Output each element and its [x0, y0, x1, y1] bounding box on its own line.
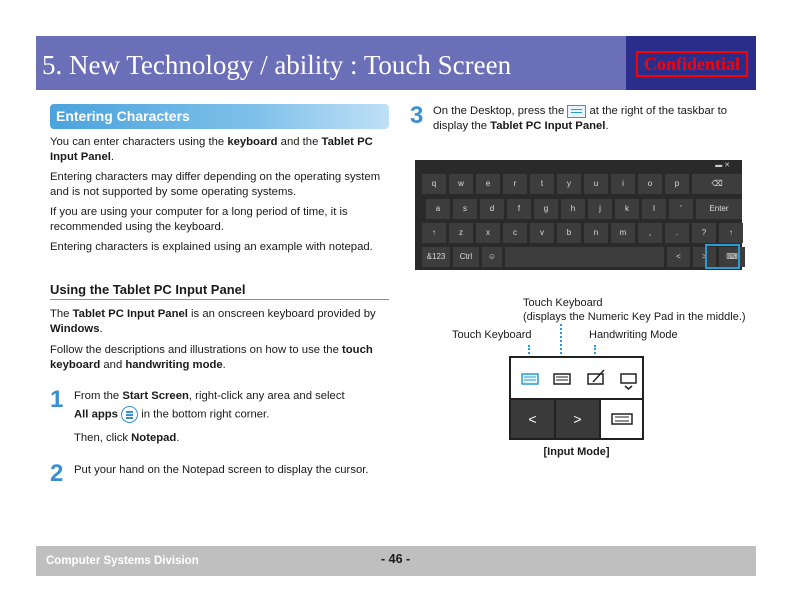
keyboard-key[interactable]: c: [503, 223, 527, 243]
keyboard-key[interactable]: <: [667, 247, 690, 267]
intro-paragraph-3: If you are using your computer for a long period of time, it is recommended using the keyboard.: [50, 206, 348, 233]
keyboard-key[interactable]: w: [449, 174, 473, 194]
keyboard-key[interactable]: o: [638, 174, 662, 194]
section-title-bar: [50, 104, 389, 129]
keyboard-key[interactable]: Ctrl: [453, 247, 479, 267]
keyboard-key[interactable]: >: [693, 247, 716, 267]
input-mode-options: [511, 358, 642, 398]
keyboard-key[interactable]: u: [584, 174, 608, 194]
keyboard-key[interactable]: i: [611, 174, 635, 194]
cursor-left-key[interactable]: <: [511, 400, 554, 438]
page-title: 5. New Technology / ability : Touch Screen: [42, 50, 512, 80]
step-1-number: 1: [50, 386, 64, 413]
keyboard-key[interactable]: r: [503, 174, 527, 194]
keyboard-key[interactable]: &123: [422, 247, 450, 267]
numeric-keyboard-mode-icon[interactable]: [554, 374, 570, 384]
keyboard-key[interactable]: d: [480, 199, 504, 219]
input-mode-panel: [509, 356, 644, 440]
keyboard-key[interactable]: p: [665, 174, 689, 194]
step-1-line-1: From the Start Screen, right-click any area and select: [74, 390, 345, 402]
keyboard-key[interactable]: ': [669, 199, 693, 219]
subheading: Using the Tablet PC Input Panel: [50, 282, 389, 300]
step-1-line-3: Then, click Notepad.: [74, 432, 180, 444]
intro-paragraph-4: Entering characters is explained using an example with notepad.: [50, 241, 373, 253]
keyboard-key[interactable]: .: [665, 223, 689, 243]
keyboard-key[interactable]: l: [642, 199, 666, 219]
dock-mode-icon[interactable]: [621, 374, 636, 389]
sub-paragraph-1: The Tablet PC Input Panel is an onscreen keyboard provided by Windows.: [50, 308, 376, 335]
keyboard-key[interactable]: b: [557, 223, 581, 243]
keyboard-key[interactable]: s: [453, 199, 477, 219]
footer-division: Computer Systems Division: [46, 555, 199, 567]
section-title: Entering Characters: [56, 108, 190, 124]
keyboard-key[interactable]: ⌫: [692, 174, 742, 194]
keyboard-key[interactable]: h: [561, 199, 585, 219]
keyboard-key[interactable]: ↑: [719, 223, 743, 243]
keyboard-key[interactable]: a: [426, 199, 450, 219]
keyboard-key[interactable]: n: [584, 223, 608, 243]
keyboard-key[interactable]: y: [557, 174, 581, 194]
keyboard-key[interactable]: ,: [638, 223, 662, 243]
keyboard-key[interactable]: x: [476, 223, 500, 243]
callout-numeric-keyboard-note: (displays the Numeric Key Pad in the middle.): [523, 311, 746, 323]
keyboard-key[interactable]: v: [530, 223, 554, 243]
step-2-text: Put your hand on the Notepad screen to display the cursor.: [74, 464, 369, 476]
keyboard-key[interactable]: ↑: [422, 223, 446, 243]
page-number: - 46 -: [381, 552, 411, 566]
footer-bar: [36, 546, 756, 576]
step-3-number: 3: [410, 102, 424, 129]
callout-handwriting-mode: Handwriting Mode: [589, 329, 678, 341]
callout-touch-keyboard: Touch Keyboard: [452, 329, 532, 341]
keyboard-key[interactable]: e: [476, 174, 500, 194]
keyboard-key[interactable]: Enter: [696, 199, 742, 219]
keyboard-key[interactable]: z: [449, 223, 473, 243]
keyboard-key[interactable]: ?: [692, 223, 716, 243]
keyboard-key[interactable]: f: [507, 199, 531, 219]
header-bar: [36, 36, 756, 90]
step-3-line-2: display the Tablet PC Input Panel.: [433, 120, 609, 132]
touch-keyboard-icon: [567, 105, 586, 118]
step-1-line-2: All apps in the bottom right corner.: [74, 406, 394, 423]
keyboard-key[interactable]: g: [534, 199, 558, 219]
keyboard-key[interactable]: m: [611, 223, 635, 243]
intro-paragraph-1: You can enter characters using the keyboard and the Tablet PC Input Panel.: [50, 136, 373, 163]
keyboard-key[interactable]: k: [615, 199, 639, 219]
step-2-number: 2: [50, 460, 64, 487]
handwriting-mode-icon[interactable]: [588, 370, 604, 384]
callout-numeric-keyboard: Touch Keyboard: [523, 297, 603, 309]
confidential-panel: [626, 36, 756, 90]
keyboard-key[interactable]: q: [422, 174, 446, 194]
touch-keyboard-mode-icon[interactable]: [522, 374, 538, 384]
keyboard-key[interactable]: j: [588, 199, 612, 219]
input-mode-caption: [Input Mode]: [543, 446, 610, 458]
keyboard-window-controls: ▬ ✕: [715, 162, 730, 169]
keyboard-spacebar[interactable]: [505, 247, 664, 267]
intro-paragraph-2: Entering characters may differ depending on the operating system and is not supported by some operating systems.: [50, 171, 381, 198]
cursor-right-key[interactable]: >: [556, 400, 599, 438]
confidential-stamp: Confidential: [636, 51, 748, 77]
keyboard-key[interactable]: t: [530, 174, 554, 194]
touch-keyboard-screenshot: [415, 160, 742, 270]
all-apps-icon: [121, 406, 138, 423]
keyboard-toggle-key[interactable]: [601, 400, 642, 438]
keyboard-key[interactable]: ⌨: [719, 247, 745, 267]
step-3-line-1: On the Desktop, press the at the right of the taskbar to: [433, 105, 728, 117]
keyboard-key[interactable]: ☺: [482, 247, 502, 267]
sub-paragraph-2: Follow the descriptions and illustrations on how to use the touch keyboard and handwriting mode.: [50, 344, 373, 371]
keyboard-toggle-highlight: [705, 244, 740, 269]
